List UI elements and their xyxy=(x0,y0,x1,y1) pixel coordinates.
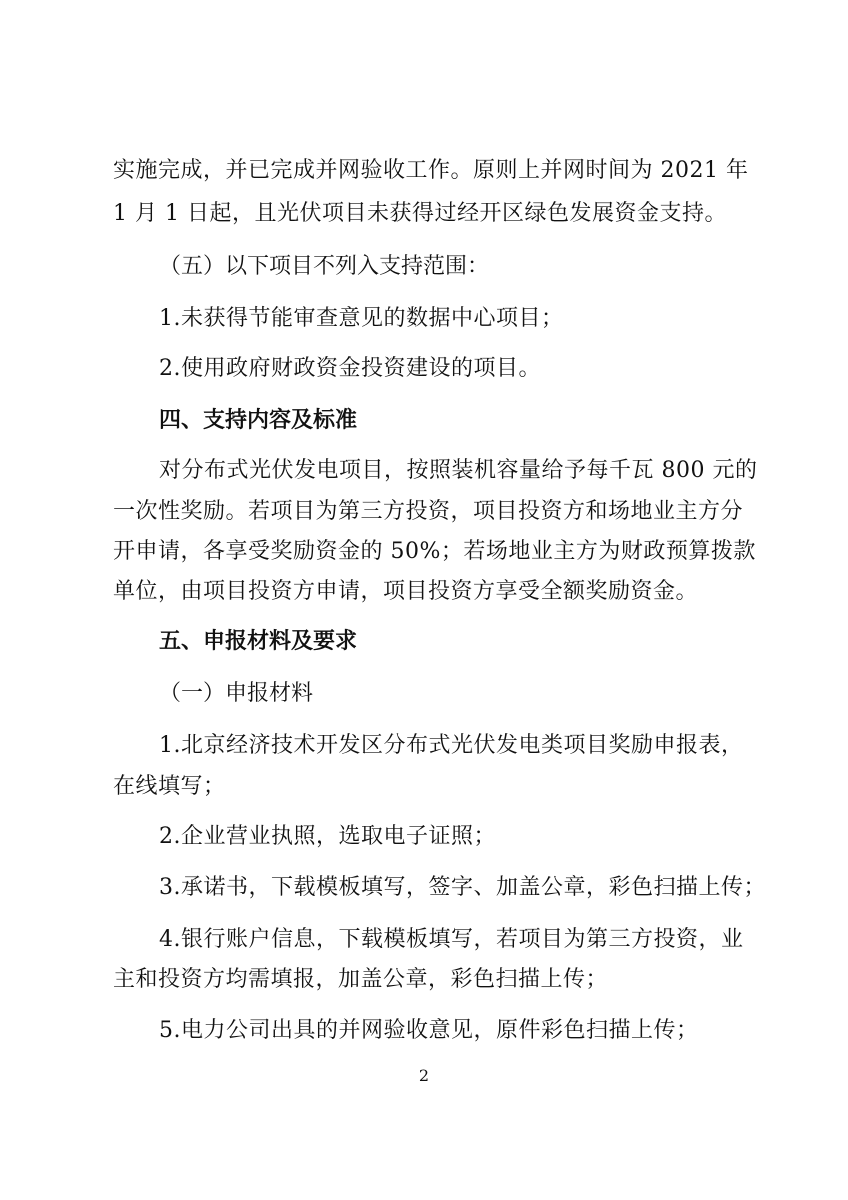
paragraph-line: 1 月 1 日起，且光伏项目未获得过经开区绿色发展资金支持。 xyxy=(113,201,727,226)
paragraph-line: 一次性奖励。若项目为第三方投资，项目投资方和场地业主方分 xyxy=(113,499,744,524)
section-heading: 四、支持内容及标准 xyxy=(159,408,358,433)
list-item-continuation: 在线填写； xyxy=(113,774,226,799)
paragraph-line: 实施完成，并已完成并网验收工作。原则上并网时间为 2021 年 xyxy=(113,158,749,183)
list-item: 4.银行账户信息，下载模板填写，若项目为第三方投资，业 xyxy=(159,927,744,952)
list-item: 1.未获得节能审查意见的数据中心项目； xyxy=(159,306,564,331)
section-subheading: （一）申报材料 xyxy=(159,681,314,706)
paragraph-line: 对分布式光伏发电项目，按照装机容量给予每千瓦 800 元的 xyxy=(159,458,758,483)
paragraph-line: 单位，由项目投资方申请，项目投资方享受全额奖励资金。 xyxy=(113,579,699,604)
list-item: 2.使用政府财政资金投资建设的项目。 xyxy=(159,356,541,381)
list-item: 3.承诺书，下载模板填写，签字、加盖公章，彩色扫描上传； xyxy=(159,875,766,900)
list-item: 2.企业营业执照，选取电子证照； xyxy=(159,824,496,849)
list-item: 5.电力公司出具的并网验收意见，原件彩色扫描上传； xyxy=(159,1018,699,1043)
section-subheading: （五）以下项目不列入支持范围： xyxy=(159,254,490,279)
page-number: 2 xyxy=(418,1066,430,1085)
list-item: 1.北京经济技术开发区分布式光伏发电类项目奖励申报表， xyxy=(159,733,744,758)
section-heading: 五、申报材料及要求 xyxy=(159,629,358,654)
paragraph-line: 开申请，各享受奖励资金的 50%；若场地业主方为财政预算拨款 xyxy=(113,539,756,564)
list-item-continuation: 主和投资方均需填报，加盖公章，彩色扫描上传； xyxy=(113,967,609,992)
